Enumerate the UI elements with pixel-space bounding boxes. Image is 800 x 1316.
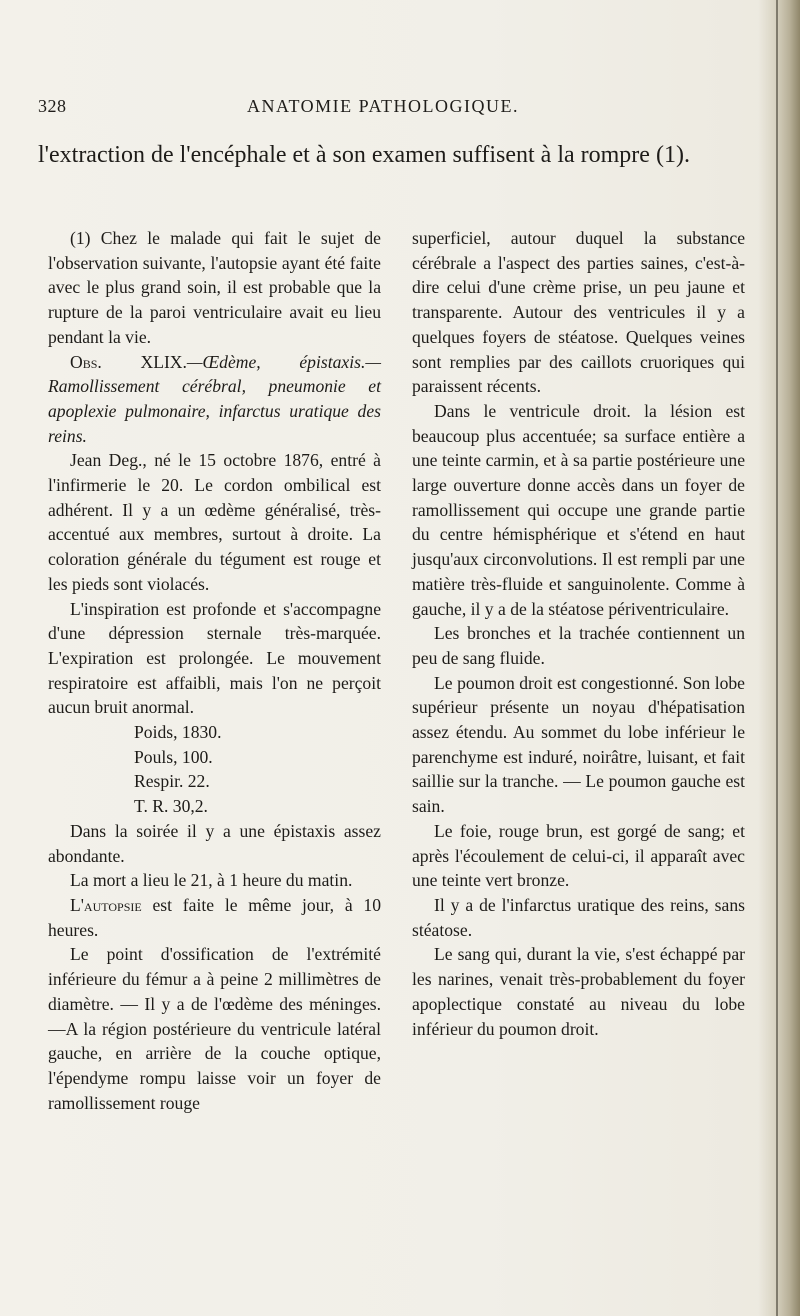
paragraph: Il y a de l'infarctus uratique des reins, sans stéatose. bbox=[412, 894, 745, 940]
vital-weight: Poids, 1830. bbox=[134, 722, 222, 743]
paragraph: Dans le ventricule droit. la lésion est beaucoup plus accentuée; sa surface entière a une teinte carmin, et à sa partie postérieure une large ouverture donne accès dans un foyer de ramollissement qui occupe une grande partie du centre hémisphérique et s'étend en haut jusqu'aux circonvolutions. Il est rempli par une matière très-fluide et sanguinolente. Comme à gauche, il y a de la stéatose périventriculaire. bbox=[412, 400, 745, 619]
right-column bbox=[412, 226, 745, 1041]
footnote-text: (1) Chez le malade qui fait le sujet de l'observation suivante, l'autopsie ayant été faite avec le plus grand soin, il est probable que la rupture de la paroi ventriculaire avait eu lieu pendant la vie. bbox=[48, 228, 381, 347]
page-edge-shadow bbox=[758, 0, 800, 1316]
page-number: 328 bbox=[38, 96, 67, 116]
page-header bbox=[38, 96, 728, 122]
page-edge-line bbox=[776, 0, 778, 1316]
paragraph: Dans la soirée il y a une épistaxis assez abondante. bbox=[48, 820, 381, 866]
vitals-list bbox=[48, 720, 381, 819]
vital-temperature: T. R. 30,2. bbox=[134, 796, 208, 817]
autopsy-paragraph bbox=[48, 893, 381, 942]
autopsy-text: est faite le même jour, à 10 heures. bbox=[48, 894, 382, 940]
intro-text: l'extraction de l'encéphale et à son examen suffisent à la rompre (1). bbox=[38, 142, 690, 168]
paragraph: Les bronches et la trachée contiennent un peu de sang fluide. bbox=[412, 623, 745, 668]
paragraph: Le point d'ossification de l'extrémité inférieure du fémur a à peine 2 millimètres de diamètre. — Il y a de l'œdème des méninges. —A la région postérieure du ventricule latéral gauche, en arrière de la couche optique, l'épendyme rompu laisse voir un foyer de ramollissement rouge bbox=[48, 944, 381, 1113]
autopsy-label: L'autopsie bbox=[70, 894, 142, 915]
paragraph: Le sang qui, durant la vie, s'est échappé par les narines, venait très-probablement du foyer apoplectique constaté au niveau du lobe inférieur du poumon droit. bbox=[412, 944, 745, 1039]
paragraph: Le foie, rouge brun, est gorgé de sang; et après l'écoulement de celui-ci, il apparaît avec une teinte vert bronze. bbox=[412, 820, 745, 891]
observation-heading bbox=[48, 350, 381, 449]
running-title: ANATOMIE PATHOLOGIQUE. bbox=[246, 96, 519, 116]
paragraph: L'inspiration est profonde et s'accompagne d'une dépression sternale très-marquée. L'expiration est prolongée. Le mouvement respiratoire est affaibli, mais l'on ne perçoit aucun bruit anormal. bbox=[48, 598, 381, 718]
left-column bbox=[48, 226, 381, 1115]
vital-pulse: Pouls, 100. bbox=[134, 746, 213, 767]
observation-title: —Œdème, épistaxis.— Ramollissement cérébral, pneumonie et apoplexie pulmonaire, infarctus uratique des reins. bbox=[48, 351, 381, 446]
paragraph: superficiel, autour duquel la substance cérébrale a l'aspect des parties saines, c'est-à-dire celui d'une crème prise, un peu jaune et transparente. Autour des ventricules il y a quelques foyers de stéatose. Quelques veines sont remplies par des caillots cruoriques qui paraissent récents. bbox=[412, 228, 745, 397]
paragraph: La mort a lieu le 21, à 1 heure du matin. bbox=[70, 870, 353, 891]
paragraph: Jean Deg., né le 15 octobre 1876, entré à l'infirmerie le 20. Le cordon ombilical est adhérent. Il y a un œdème généralisé, très-accentué aux membres, surtout à droite. La coloration générale du tégument est rouge et les pieds sont violacés. bbox=[48, 450, 381, 594]
vital-respiration: Respir. 22. bbox=[134, 771, 210, 792]
observation-label: Obs. XLIX. bbox=[70, 351, 187, 372]
paragraph: Le poumon droit est congestionné. Son lobe supérieur présente un noyau d'hépatisation assez étendu. Au sommet du lobe inférieur le parenchyme est induré, noirâtre, luisant, et fait saillie sur la tranche. — Le poumon gauche est sain. bbox=[412, 672, 745, 817]
